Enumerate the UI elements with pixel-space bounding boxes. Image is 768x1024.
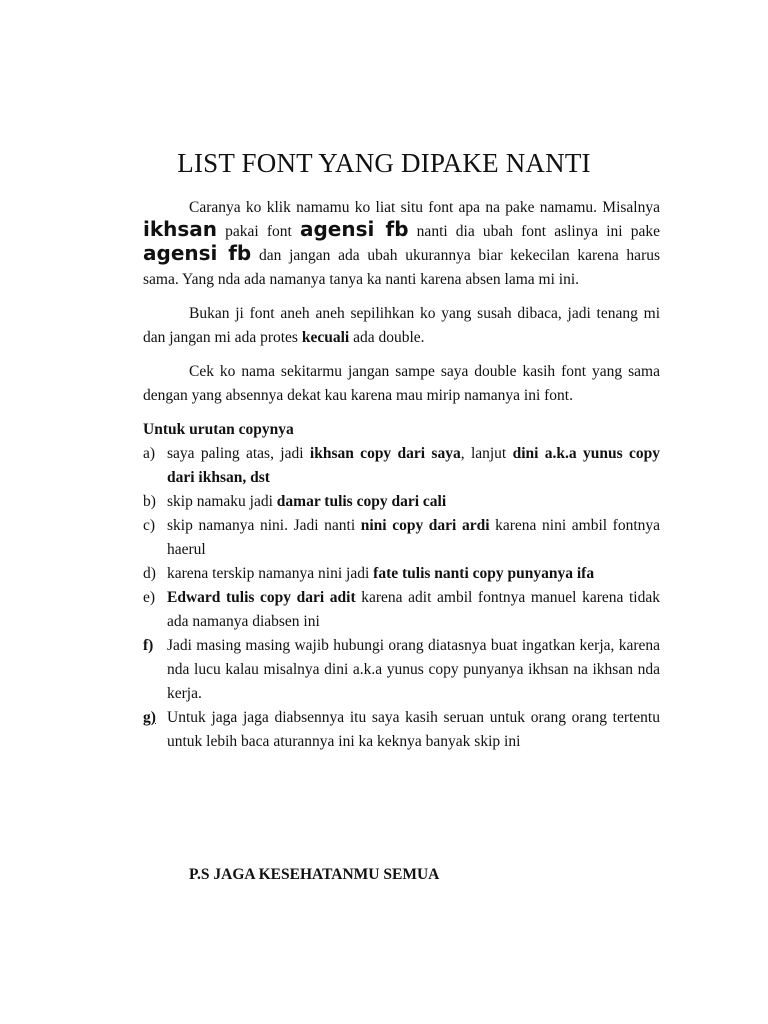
text-run: skip namanya nini. Jadi nanti <box>167 517 361 534</box>
paragraph-check-neighbors <box>143 360 660 408</box>
list-item <box>143 562 660 586</box>
document-title: LIST FONT YANG DIPAKE NANTI <box>177 148 591 178</box>
list-marker: c) <box>143 517 156 534</box>
text-run: nanti dia ubah font aslinya ini pake <box>408 223 660 240</box>
list-marker: e) <box>143 589 156 606</box>
emphasis-text: kecuali <box>301 329 350 346</box>
text-run: karena terskip namanya nini jadi <box>167 565 374 582</box>
text-run: karena adit ambil fontnya manuel karena tidak ada namanya diabsen ini <box>167 589 660 630</box>
paragraph-no-weird-fonts <box>143 302 660 350</box>
list-item <box>143 634 660 706</box>
list-item <box>143 586 660 634</box>
list-item <box>143 514 660 562</box>
text-run: Jadi masing masing wajib hubungi orang diatasnya buat ingatkan kerja, karena nda lucu kalau misalnya dini a.k.a yunus copy punyanya ikhsan na ikhsan nda kerja. <box>167 637 660 702</box>
list-marker: f) <box>143 637 154 654</box>
text-run: ada double. <box>349 329 425 346</box>
list-item <box>143 706 660 754</box>
text-run: Untuk jaga jaga diabsennya itu saya kasih seruan untuk orang orang tertentu untuk lebih baca aturannya ini ka keknya banyak skip ini <box>167 709 660 750</box>
text-run: Cek ko nama sekitarmu jangan sampe saya double kasih font yang sama dengan yang absennya dekat kau karena mau mirip namanya ini font. <box>143 363 660 404</box>
list-item <box>143 442 660 490</box>
text-run: skip namaku jadi <box>167 493 277 510</box>
list-marker: b) <box>143 493 156 510</box>
emphasis-text: nini copy dari ardi <box>360 517 490 534</box>
closing-note: P.S JAGA KESEHATANMU SEMUA <box>189 866 440 883</box>
text-run: dan jangan ada ubah ukurannya biar kekecilan karena harus sama. Yang nda ada namanya tanya ka nanti karena absen lama mi ini. <box>143 247 661 288</box>
example-name: ikhsan <box>143 217 218 241</box>
list-item <box>143 490 660 514</box>
list-marker: a) <box>143 445 156 462</box>
copy-order-list <box>143 442 660 754</box>
emphasis-text: Edward tulis copy dari adit <box>167 589 356 606</box>
emphasis-text: ikhsan copy dari saya <box>309 445 461 462</box>
text-run: Bukan ji font aneh aneh sepilihkan ko yang susah dibaca, jadi tenang mi dan jangan mi ada protes <box>143 305 660 346</box>
list-marker: g) <box>143 709 156 726</box>
document-body <box>143 196 660 754</box>
example-font-name: agensi fb <box>143 241 252 265</box>
text-run: pakai font <box>217 223 300 240</box>
text-run: , lanjut <box>460 445 513 462</box>
text-run: karena nini ambil fontnya haerul <box>167 517 661 558</box>
text-run: Caranya ko klik namamu ko liat situ font apa na pake namamu. Misalnya <box>189 199 660 216</box>
paragraph-instructions <box>143 196 660 292</box>
emphasis-text: damar tulis copy dari cali <box>276 493 447 510</box>
list-marker: d) <box>143 565 156 582</box>
text-run: saya paling atas, jadi <box>167 445 310 462</box>
emphasis-text: dini a.k.a yunus copy dari ikhsan, dst <box>167 445 660 486</box>
emphasis-text: fate tulis nanti copy punyanya ifa <box>373 565 595 582</box>
example-font-name: agensi fb <box>299 217 409 241</box>
list-heading: Untuk urutan copynya <box>143 421 294 438</box>
